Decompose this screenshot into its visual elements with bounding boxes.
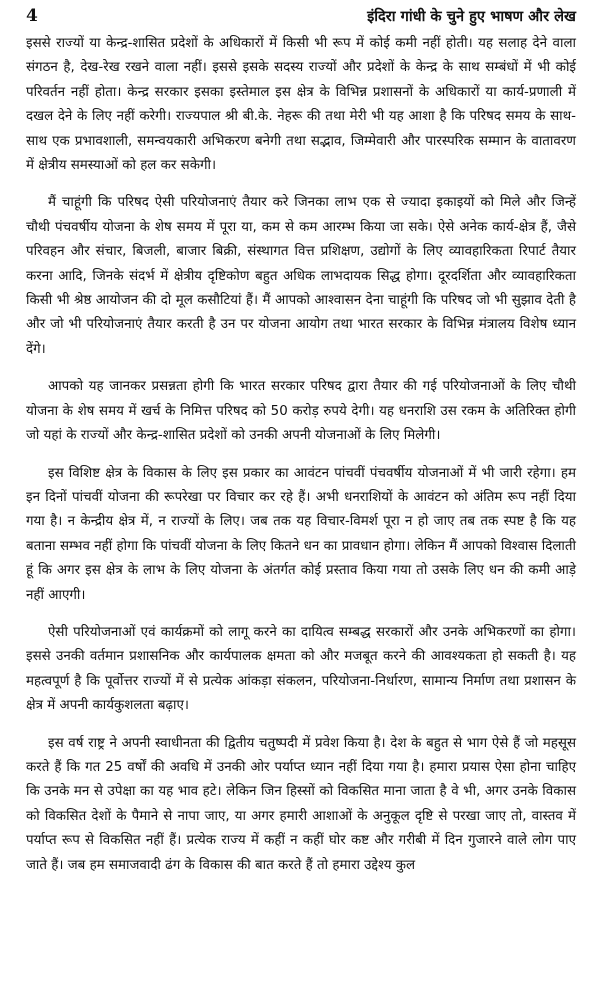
paragraph-4: इस विशिष्ट क्षेत्र के विकास के लिए इस प्रकार का आवंटन पांचवीं पंचवर्षीय योजनाओं में भी जारी रहेगा। हम इन दिनों पांचवीं योजना की रूपरेखा पर विचार कर रहे हैं। अभी धनराशियों के आवंटन को अंतिम रूप नहीं दिया गया है। न केन्द्रीय क्षेत्र में, न राज्यों के लिए। जब तक यह विचार-विमर्श पूरा न हो जाए तब तक स्पष्ट है कि यह बताना सम्भव नहीं होगा कि पांचवीं योजना के लिए कितने धन का प्रावधान होगा। लेकिन मैं आपको विश्वास दिलाती हूं कि अगर इस क्षेत्र के लाभ के लिए योजना के अंतर्गत कोई प्रस्ताव किया गया तो उसके लिए धन की कमी आड़े नहीं आएगी। xyxy=(26,465,576,603)
paragraph-2: मैं चाहूंगी कि परिषद ऐसी परियोजनाएं तैयार करे जिनका लाभ एक से ज्यादा इकाइयों को मिले और जिन्हें चौथी पंचवर्षीय योजना के शेष समय में पूरा या, कम से कम आरम्भ किया जा सके। ऐसे अनेक कार्य-क्षेत्र हैं, जैसे परिवहन और संचार, बिजली, बाजार बिक्री, संस्थागत वित्त प्रशिक्षण, उद्योगों के लिए व्यावहारिकता रिपार्ट तैयार करना आदि, जिनके संदर्भ में क्षेत्रीय दृष्टिकोण बहुत अधिक लाभदायक सिद्ध होगा। दूरदर्शिता और व्यावहारिकता किसी भी श्रेष्ठ आयोजन की दो मूल कसौटियां हैं। मैं आपको आश्वासन देना चाहूंगी कि परिषद जो भी सुझाव देती है और जो भी परियोजनाएं तैयार करती है उन पर योजना आयोग तथा भारत सरकार के विभिन्न मंत्रालय विशेष ध्यान देंगे। xyxy=(26,195,576,357)
running-header xyxy=(26,6,576,32)
paragraph-1: इससे राज्यों या केन्द्र-शासित प्रदेशों के अधिकारों में किसी भी रूप में कोई कमी नहीं होती। यह सलाह देने वाला संगठन है, देख-रेख रखने वाला नहीं। इससे इसके सदस्य राज्यों और प्रदेशों के केन्द्र के साथ सम्बंधों में भी कोई परिवर्तन नहीं होता। केन्द्र सरकार इसका इस्तेमाल इस क्षेत्र के विभिन्न प्रशासनों के अधिकारों या कार्य-प्रणाली में दखल देने के लिए नहीं करेगी। राज्यपाल श्री बी.के. नेहरू की तथा मेरी भी यह आशा है कि परिषद समय के साथ-साथ एक प्रभावशाली, समन्वयकारी अभिकरण बनेगी तथा सद्भाव, जिम्मेवारी और पारस्परिक सम्मान के वातावरण में क्षेत्रीय समस्याओं को हल कर सकेगी। xyxy=(26,36,576,174)
book-title: इंदिरा गांधी के चुने हुए भाषण और लेख xyxy=(367,8,576,25)
page-number: 4 xyxy=(26,6,38,26)
paragraph-3: आपको यह जानकर प्रसन्नता होगी कि भारत सरकार परिषद द्वारा तैयार की गई परियोजनाओं के लिए चौथी योजना के शेष समय में खर्च के निमित्त परिषद को 50 करोड़ रुपये देगी। यह धनराशि उस रकम के अतिरिक्त होगी जो यहां के राज्यों और केन्द्र-शासित प्रदेशों को उनकी अपनी योजनाओं के लिए मिलेगी। xyxy=(26,379,576,444)
paragraph-6: इस वर्ष राष्ट्र ने अपनी स्वाधीनता की द्वितीय चतुष्पदी में प्रवेश किया है। देश के बहुत से भाग ऐसे हैं जो महसूस करते हैं कि गत 25 वर्षों की अवधि में उनकी ओर पर्याप्त ध्यान नहीं दिया गया है। हमारा प्रयास ऐसा होना चाहिए कि उनके मन से उपेक्षा का यह भाव हटे। लेकिन जिन हिस्सों को विकसित माना जाता है वे भी, अगर उनके विकास को विकसित देशों के पैमाने से नापा जाए, या अगर हमारी आशाओं के अनुकूल दृष्टि से परखा जाए तो, वास्तव में पर्याप्त रूप से विकसित नहीं हैं। प्रत्येक राज्य में कहीं न कहीं घोर कष्ट और गरीबी में दिन गुजारने वाले लोग पाए जाते हैं। जब हम समाजवादी ढंग के विकास की बात करते हैं तो हमारा उद्देश्य कुल xyxy=(26,735,576,873)
paragraph-5: ऐसी परियोजनाओं एवं कार्यक्रमों को लागू करने का दायित्व सम्बद्ध सरकारों और उनके अभिकरणों का होगा। इससे उनकी वर्तमान प्रशासनिक और कार्यपालक क्षमता को और मजबूत करने की आवश्यकता हो सकती है। यह महत्वपूर्ण है कि पूर्वोत्तर राज्यों में से प्रत्येक आंकड़ा संकलन, परियोजना-निर्धारण, सामान्य निर्माण तथा प्रशासन के क्षेत्र में अपनी कार्यकुशलता बढ़ाए। xyxy=(26,624,576,714)
body-text xyxy=(26,32,576,878)
